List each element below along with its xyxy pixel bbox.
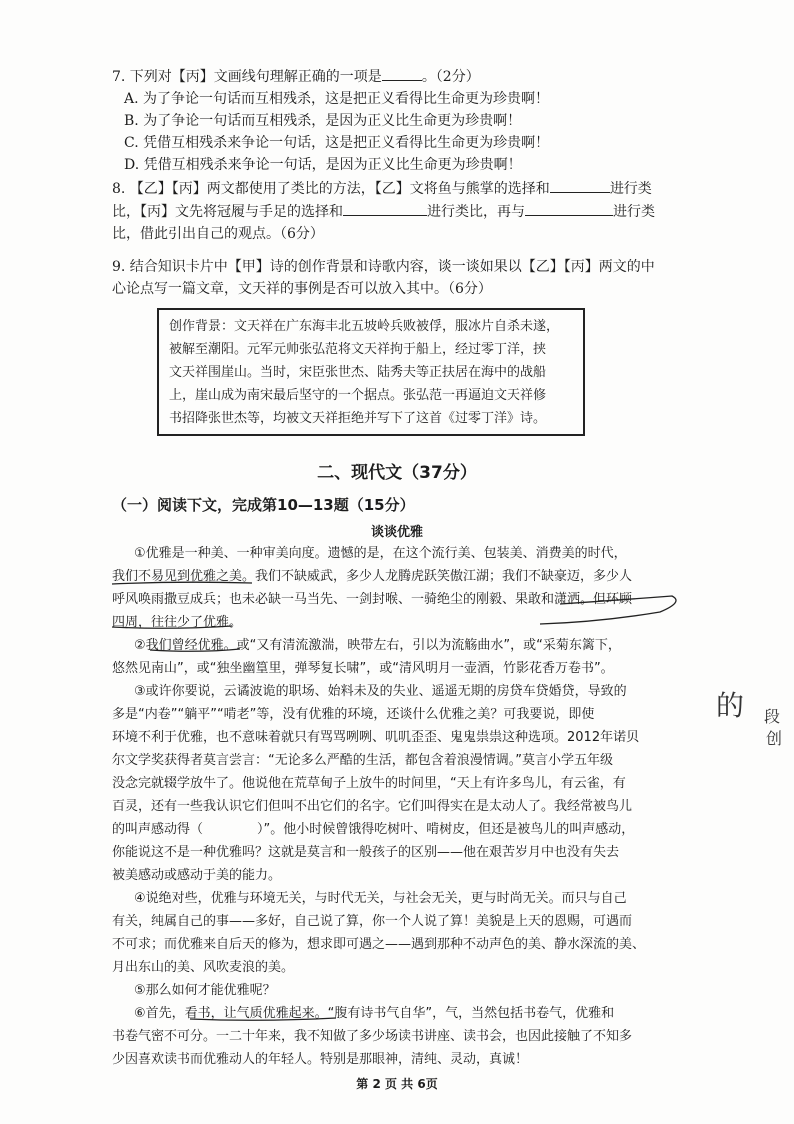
q8-text: 进行类: [609, 181, 652, 197]
essay-paragraph-3-line: 多是“内卷”“躺平”“啃老”等，没有优雅的环境，还谈什么优雅之美？可我要说，即使: [112, 707, 595, 722]
q7-option-c: C. 凭借互相残杀来争论一句话，这是把正义看得比生命更为珍贵啊！: [124, 135, 550, 151]
essay-paragraph-1-line: 四周，往往少了优雅。: [112, 615, 243, 630]
q8-text: 8. 【乙】【丙】两文都使用了类比的方法，【乙】文将鱼与熊掌的选择和: [112, 181, 550, 197]
margin-note: 段: [764, 707, 781, 726]
essay-paragraph-2-line: 悠然见南山”，或“独坐幽篁里，弹琴复长啸”，或“清风明月一壶酒，竹影花香万卷书”。: [112, 661, 614, 676]
essay-text: ）”。他小时候曾饿得吃树叶、啃树皮，但还是被鸟儿的叫声感动，: [257, 822, 635, 837]
essay-paragraph-3-line: 环境不利于优雅，也不意味着就只有骂骂咧咧、叽叽歪歪、鬼鬼祟祟这种选项。2012年诺贝: [112, 730, 640, 745]
essay-paragraph-3-line: 尔文学奖获得者莫言尝言：“无论多么严酷的生活，都包含着浪漫情调。”莫言小学五年级: [112, 753, 613, 768]
pen-curve-mark: [540, 596, 676, 624]
essay-paragraph-3-line: 被美感动或感动于美的能力。: [112, 868, 282, 883]
section-title: 二、现代文（37分）: [317, 463, 477, 483]
essay-paragraph-2-line: ②我们曾经优雅。或“又有清流激湍，映带左右，引以为流觞曲水”，或“采菊东篱下，: [134, 638, 621, 653]
essay-paragraph-6-line: 少因喜欢读书而优雅动人的年轻人。特别是那眼神，清纯、灵动，真诚！: [112, 1052, 529, 1067]
q8-text: 进行类比，再与: [427, 204, 525, 220]
essay-paragraph-4-line: 有关，纯属自己的事——多好，自己说了算，你一个人说了算！美貌是上天的恩赐，可遇而: [112, 914, 633, 929]
page-number-footer: 第 2 页 共 6页: [356, 1077, 438, 1091]
card-line: 创作背景：文天祥在广东海丰北五坡岭兵败被俘，服冰片自杀未遂，: [169, 319, 560, 334]
essay-paragraph-5: ⑤那么如何才能优雅呢？: [134, 983, 276, 998]
essay-paragraph-3-line: 没念完就辍学放牛了。他说他在荒草甸子上放牛的时间里，“天上有许多鸟儿，有云雀，有: [112, 776, 626, 791]
q7-score: 。（2分）: [421, 69, 480, 85]
card-line: 被解至潮阳。元军元帅张弘范将文天祥拘于船上，经过零丁洋，挟: [169, 342, 547, 357]
margin-note: 的: [716, 689, 745, 722]
underline-mark: [112, 626, 232, 628]
card-line: 书招降张世杰等，均被文天祥拒绝并写下了这首《过零丁洋》诗。: [169, 411, 547, 426]
q7-stem-text: 7. 下列对【丙】文画线句理解正确的一项是: [112, 69, 382, 85]
card-line: 上，崖山成为南宋最后坚守的一个据点。张弘范一再逼迫文天祥修: [169, 388, 547, 403]
essay-paragraph-4-line: ④说绝对些，优雅与环境无关，与时代无关，与社会无关，更与时尚无关。而只与自己: [134, 891, 627, 906]
q8-text: 比，【丙】文先将冠履与手足的选择和: [112, 204, 343, 220]
essay-paragraph-6-line: 书卷气密不可分。一二十年来，我不知做了多少场读书讲座、读书会，也因此接触了不知多: [112, 1029, 633, 1044]
essay-title: 谈谈优雅: [370, 525, 423, 540]
margin-note: 创: [766, 729, 783, 748]
q7-option-d: D. 凭借互相残杀来争论一句话，是因为正义比生命更为珍贵啊！: [124, 157, 522, 173]
q7-option-b: B. 为了争论一句话而互相残杀，是因为正义比生命更为珍贵啊！: [124, 113, 522, 129]
question-9-line2: 心论点写一篇文章，文天祥的事例是否可以放入其中。（6分）: [112, 281, 492, 297]
q7-option-a: A. 为了争论一句话而互相残杀，这是把正义看得比生命更为珍贵啊！: [124, 91, 550, 107]
essay-paragraph-1-line: ①优雅是一种美、一种审美向度。遗憾的是，在这个流行美、包装美、消费美的时代，: [134, 546, 627, 561]
essay-paragraph-1-line: 我们不易见到优雅之美。我们不缺威武，多少人龙腾虎跃笑傲江湖；我们不缺豪迈，多少人: [112, 569, 633, 584]
underline-mark: [190, 1018, 336, 1020]
q8-text: 进行类: [613, 204, 655, 220]
essay-paragraph-4-line: 不可求；而优雅来自后天的修为，想求即可遇之——遇到那种不动声色的美、静水深流的美、: [112, 937, 646, 952]
underline-mark: [150, 649, 240, 651]
essay-paragraph-6-line: ⑥首先，看书，让气质优雅起来。“腹有诗书气自华”，气，当然包括书卷气，优雅和: [134, 1006, 615, 1021]
essay-text: 的叫声感动得（: [112, 822, 204, 837]
section-subtitle: （一）阅读下文，完成第10—13题（15分）: [112, 496, 415, 514]
question-9-line1: 9. 结合知识卡片中【甲】诗的创作背景和诗歌内容，谈一谈如果以【乙】【丙】两文的中: [112, 259, 655, 275]
essay-paragraph-1-line: 呼风唤雨撒豆成兵；也未必缺一马当先、一剑封喉、一骑绝尘的刚毅、果敢和潇洒。但环顾: [112, 592, 633, 607]
essay-paragraph-4-line: 月出东山的美、风吹麦浪的美。: [112, 960, 295, 975]
underline-mark: [112, 582, 252, 584]
question-8-line3: 比，借此引出自己的观点。（6分）: [112, 226, 324, 242]
card-line: 文天祥围崖山。当时，宋臣张世杰、陆秀夫等正扶居在海中的战船: [169, 365, 547, 380]
essay-paragraph-3-line: ③或许你要说，云谲波诡的职场、始料未及的失业、遥遥无期的房贷车贷婚贷，导致的: [134, 684, 627, 699]
essay-paragraph-3-line: 百灵，还有一些我认识它们但叫不出它们的名字。它们叫得实在是太动人了。我经常被鸟儿: [112, 799, 633, 814]
essay-paragraph-3-line: 你能说这不是一种优雅吗？这就是莫言和一般孩子的区别——他在艰苦岁月中也没有失去: [112, 845, 620, 860]
